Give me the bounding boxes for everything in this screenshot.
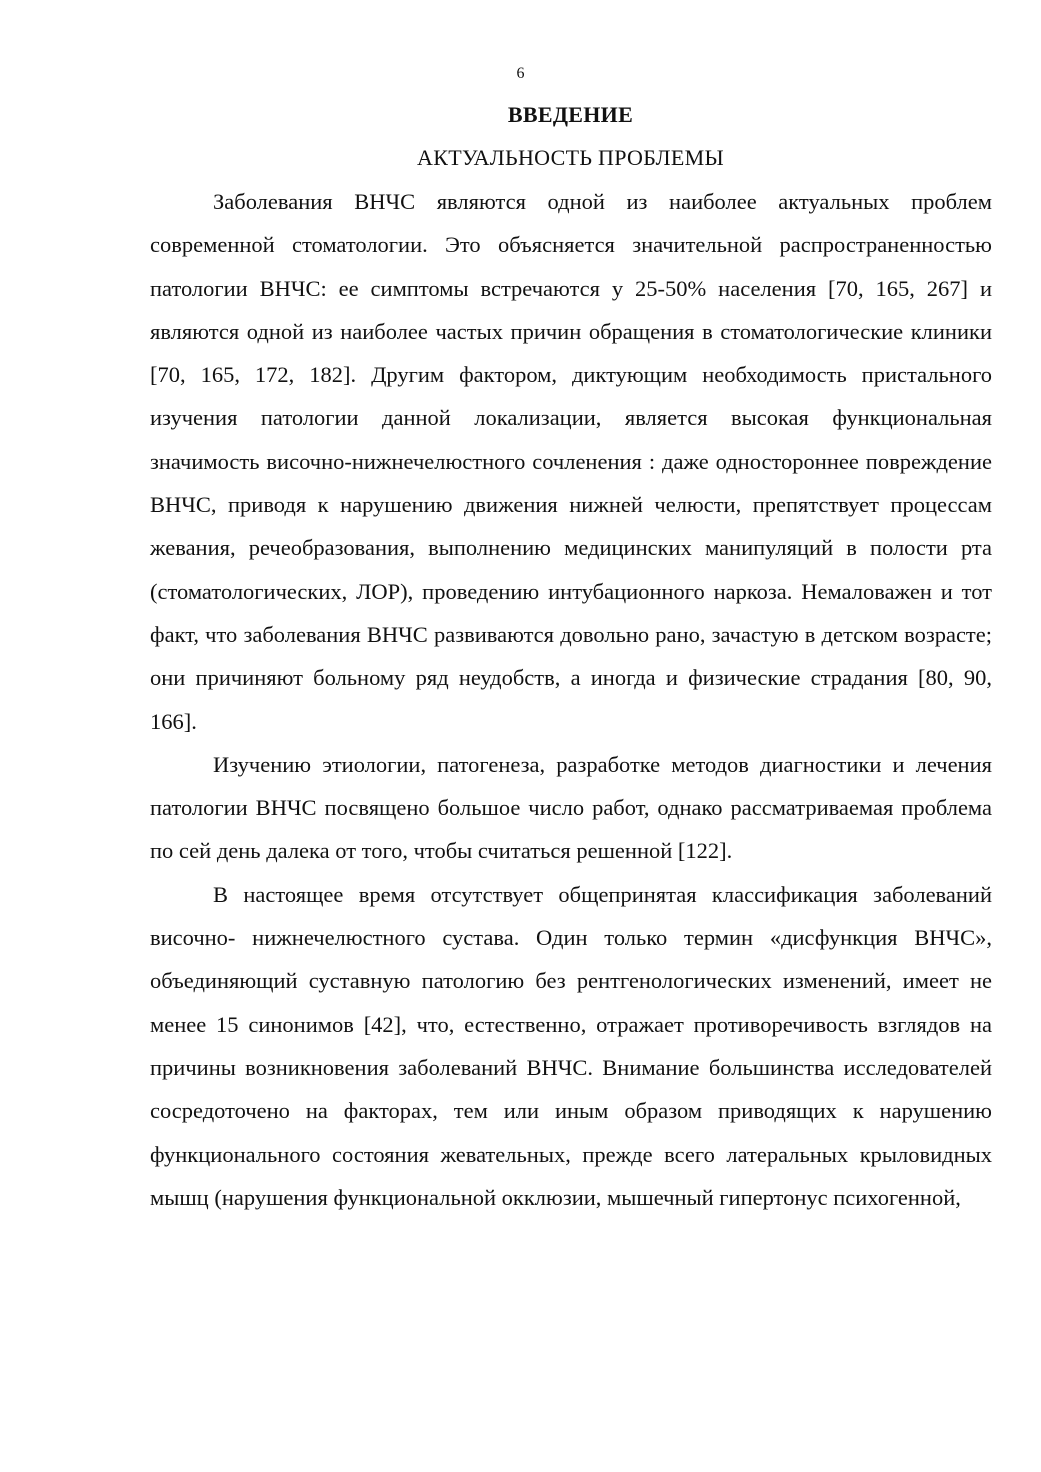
- page-number: 6: [516, 65, 525, 82]
- body-text: [150, 180, 992, 1219]
- section-subheading: АКТУАЛЬНОСТЬ ПРОБЛЕМЫ: [417, 145, 724, 170]
- paragraph-relevance: Заболевания ВНЧС являются одной из наиболее актуальных проблем современной стоматологии. Это объясняется значительной распространенностью патологии ВНЧС: ее симптомы встречаются у 25-50% населения [70, 165, 267] и являются одной из наиболее частых причин обращения в стоматологические клиники [70, 165, 172, 182]. Другим фактором, диктующим необходимость пристального изучения патологии данной локализации, является высокая функциональная значимость височно-нижнечелюстного сочленения : даже одностороннее повреждение ВНЧС, приводя к нарушению движения нижней челюсти, препятствует процессам жевания, речеобразования, выполнению медицинских манипуляций в полости рта (стоматологических, ЛОР), проведению интубационного наркоза. Немаловажен и тот факт, что заболевания ВНЧС развиваются довольно рано, зачастую в детском возрасте; они причиняют больному ряд неудобств, а иногда и физические страдания [80, 90, 166].: [150, 189, 992, 734]
- paragraph-research: Изучению этиологии, патогенеза, разработке методов диагностики и лечения патологии ВНЧС посвящено большое число работ, однако рассматриваемая проблема по сей день далека от того, чтобы считаться решенной [122].: [150, 751, 992, 864]
- paragraph-classification: В настоящее время отсутствует общепринятая классификация заболеваний височно- нижнечелюстного сустава. Один только термин «дисфункция ВНЧС», объединяющий суставную патологию без рентгенологических изменений, имеет не менее 15 синонимов [42], что, естественно, отражает противоречивость взглядов на причины возникновения заболеваний ВНЧС. Внимание большинства исследователей сосредоточено на факторах, тем или иным образом приводящих к нарушению функционального состояния жевательных, прежде всего латеральных крыловидных мышц (нарушения функциональной окклюзии, мышечный гипертонус психогенной,: [150, 881, 992, 1210]
- section-heading: ВВЕДЕНИЕ: [507, 102, 634, 127]
